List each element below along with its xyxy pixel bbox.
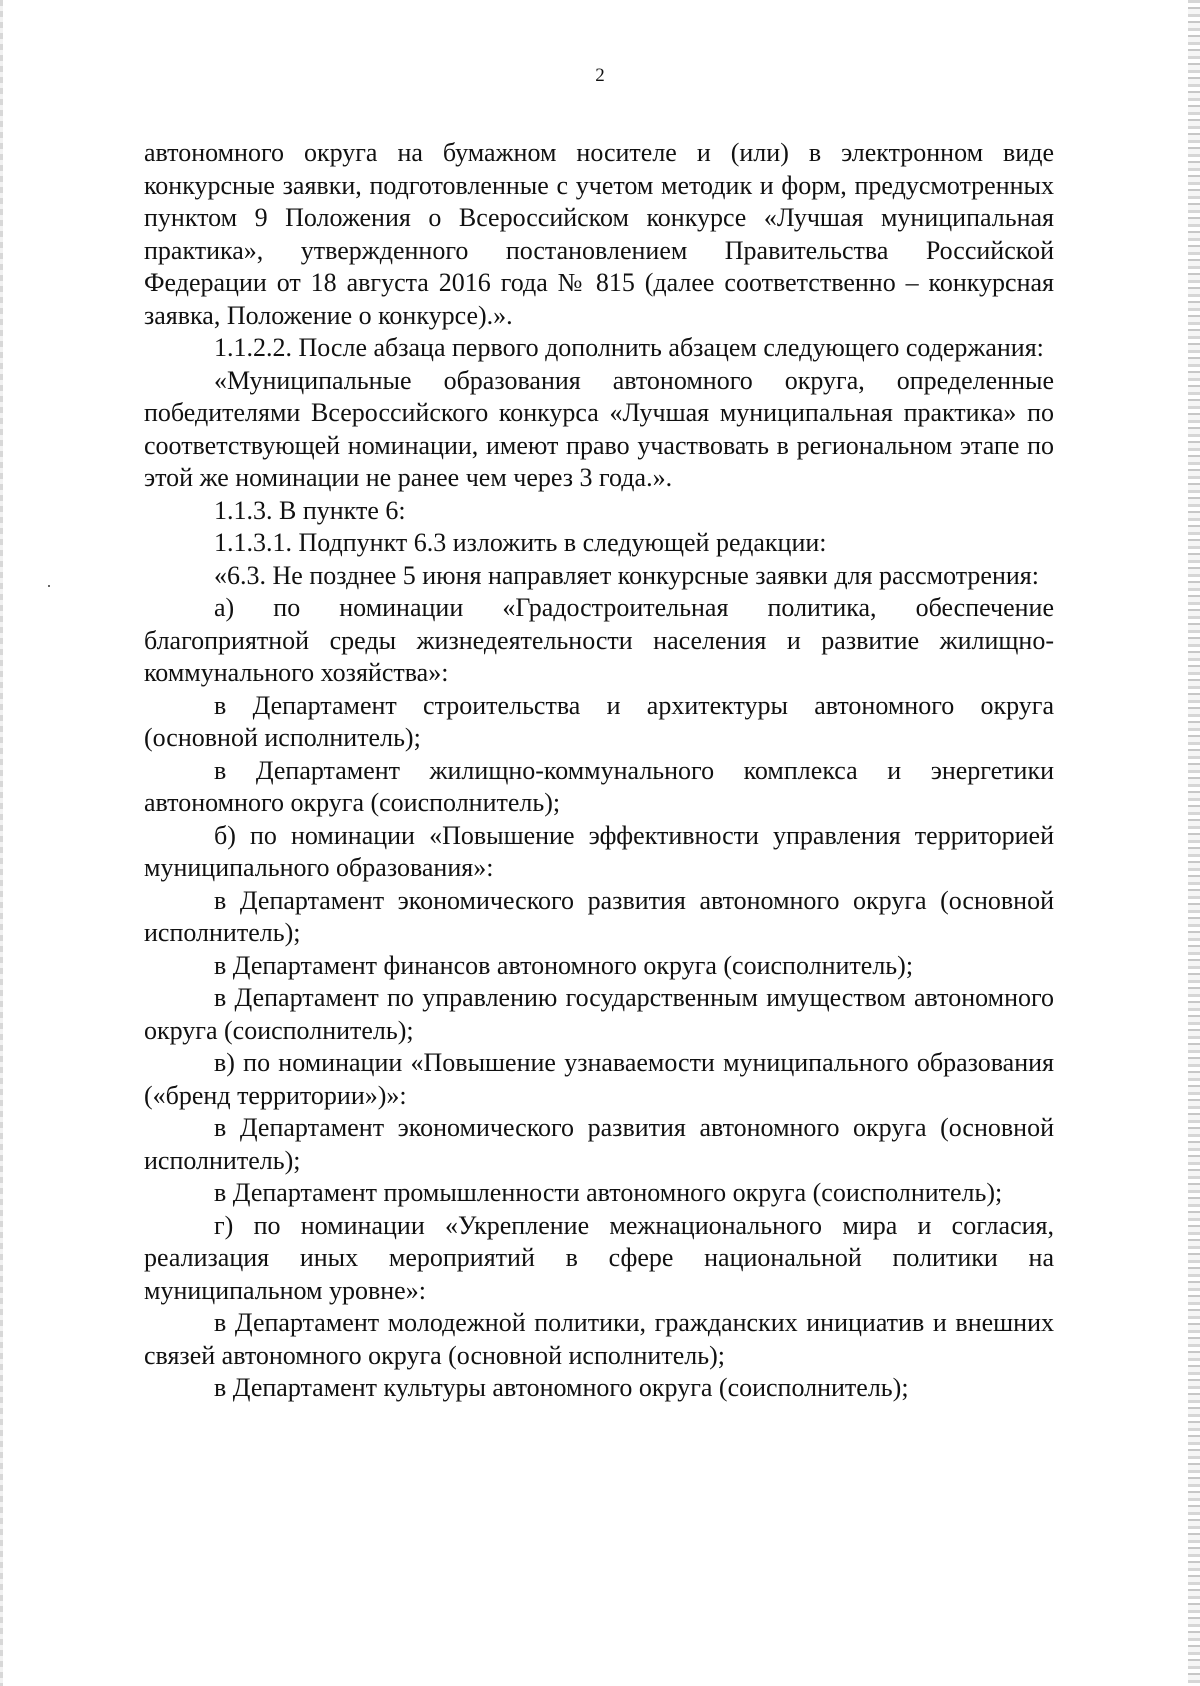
paragraph: в Департамент экономического развития автономного округа (основной исполнитель); bbox=[144, 885, 1054, 947]
paragraph: в Департамент строительства и архитектуры автономного округа (основной исполнитель); bbox=[144, 690, 1054, 752]
page-number: 2 bbox=[595, 65, 605, 86]
paragraph: «Муниципальные образования автономного округа, определенные победителями Всероссийского конкурса «Лучшая муниципальная практика» по соответствующей номинации, имеют право участвовать в региональном этапе по этой же номинации не ранее чем через 3 года.». bbox=[144, 365, 1054, 492]
paragraph: 1.1.3.1. Подпункт 6.3 изложить в следующей редакции: bbox=[214, 528, 827, 557]
paragraph: 1.1.3. В пункте 6: bbox=[214, 495, 406, 525]
paragraph: в Департамент культуры автономного округа (соисполнитель); bbox=[214, 1373, 909, 1402]
scan-speck bbox=[48, 585, 50, 587]
paragraph: в) по номинации «Повышение узнаваемости муниципального образования («бренд территории»)»: bbox=[144, 1048, 1054, 1110]
scan-left-edge bbox=[0, 0, 3, 1686]
paragraph: в Департамент финансов автономного округа (соисполнитель); bbox=[214, 950, 914, 980]
paragraph: автономного округа на бумажном носителе и (или) в электронном виде конкурсные заявки, подготовленные с учетом методик и форм, предусмотренных пунктом 9 Положения о Всероссийском конкурсе «Лучшая муниципальная практика», утвержденного постановлением Правительства Российской Федерации от 18 августа 2016 года № 815 (далее соответственно – конкурсная заявка, Положение о конкурсе).». bbox=[144, 138, 1054, 330]
paragraph: «6.3. Не позднее 5 июня направляет конкурсные заявки для рассмотрения: bbox=[214, 560, 1039, 590]
paragraph: в Департамент промышленности автономного округа (соисполнитель); bbox=[214, 1178, 1003, 1207]
paragraph: в Департамент молодежной политики, гражданских инициатив и внешних связей автономного округа (основной исполнитель); bbox=[144, 1308, 1054, 1370]
paragraph: в Департамент экономического развития автономного округа (основной исполнитель); bbox=[144, 1113, 1054, 1175]
paragraph: в Департамент жилищно-коммунального комплекса и энергетики автономного округа (соисполнитель); bbox=[144, 755, 1054, 817]
paragraph: в Департамент по управлению государственным имуществом автономного округа (соисполнитель); bbox=[144, 983, 1054, 1045]
document-body bbox=[144, 137, 1054, 1405]
paragraph: г) по номинации «Укрепление межнационального мира и согласия, реализация иных мероприятий в сфере национальной политики на муниципальном уровне»: bbox=[144, 1210, 1054, 1305]
paragraph: 1.1.2.2. После абзаца первого дополнить абзацем следующего содержания: bbox=[214, 333, 1044, 362]
paragraph: а) по номинации «Градостроительная политика, обеспечение благоприятной среды жизнедеятельности населения и развитие жилищно-коммунального хозяйства»: bbox=[144, 593, 1054, 687]
paragraph: б) по номинации «Повышение эффективности управления территорией муниципального образования»: bbox=[144, 820, 1054, 882]
scan-right-edge bbox=[1188, 0, 1200, 1686]
